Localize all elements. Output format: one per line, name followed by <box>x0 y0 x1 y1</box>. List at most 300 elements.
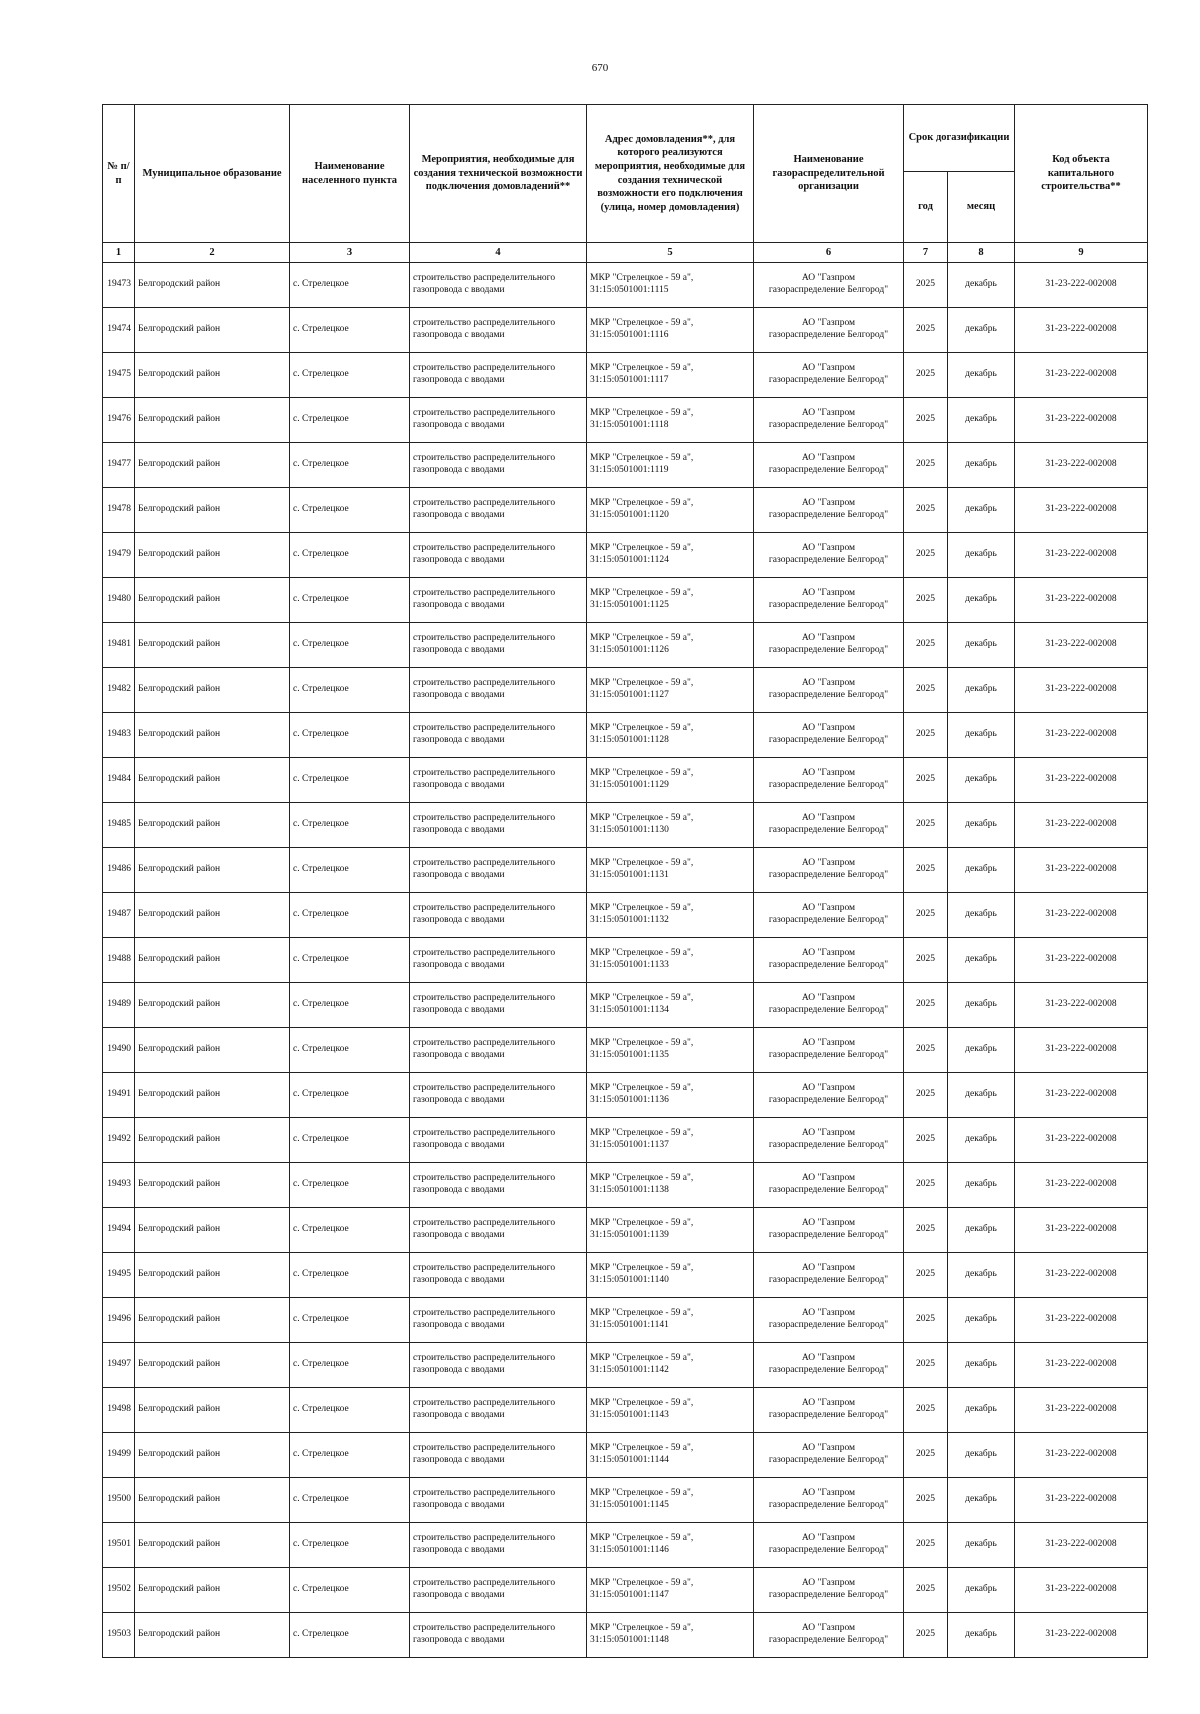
object-code-cell: 31-23-222-002008 <box>1015 848 1148 893</box>
table-row <box>103 1073 1148 1118</box>
object-code-cell: 31-23-222-002008 <box>1015 578 1148 623</box>
column-number: 2 <box>135 243 290 263</box>
address-line: МКР "Стрелецкое - 59 а", <box>590 633 694 644</box>
organization-line: газораспределение Белгород" <box>768 735 889 745</box>
table-row <box>103 1028 1148 1073</box>
settlement-cell: с. Стрелецкое <box>290 1433 410 1478</box>
settlement-cell: с. Стрелецкое <box>290 623 410 668</box>
cadastral-number: 31:15:0501001:1117 <box>590 375 669 385</box>
organization-line: АО "Газпром <box>801 633 856 644</box>
object-code-cell: 31-23-222-002008 <box>1015 1028 1148 1073</box>
settlement-cell: с. Стрелецкое <box>290 1568 410 1613</box>
organization-line: газораспределение Белгород" <box>768 1365 889 1375</box>
address-cell <box>587 893 754 938</box>
object-code-cell: 31-23-222-002008 <box>1015 1613 1148 1658</box>
row-number: 19474 <box>103 308 135 353</box>
organization-line: АО "Газпром <box>801 363 856 374</box>
month-cell: декабрь <box>948 713 1015 758</box>
cadastral-number: 31:15:0501001:1132 <box>590 915 669 925</box>
organization-line: АО "Газпром <box>801 318 856 329</box>
address-cell <box>587 938 754 983</box>
row-number: 19494 <box>103 1208 135 1253</box>
municipality-cell: Белгородский район <box>135 353 290 398</box>
year-cell: 2025 <box>904 803 948 848</box>
organization-line: газораспределение Белгород" <box>768 375 889 385</box>
address-line: МКР "Стрелецкое - 59 а", <box>590 1218 694 1229</box>
municipality-cell: Белгородский район <box>135 578 290 623</box>
month-cell: декабрь <box>948 1073 1015 1118</box>
municipality-cell: Белгородский район <box>135 1388 290 1433</box>
settlement-cell: с. Стрелецкое <box>290 803 410 848</box>
object-code-cell: 31-23-222-002008 <box>1015 1118 1148 1163</box>
object-code-cell: 31-23-222-002008 <box>1015 488 1148 533</box>
year-cell: 2025 <box>904 353 948 398</box>
table-row <box>103 848 1148 893</box>
cadastral-number: 31:15:0501001:1128 <box>590 735 669 745</box>
header-settlement: Наименование населенного пункта <box>290 105 410 243</box>
year-cell: 2025 <box>904 1028 948 1073</box>
object-code-cell: 31-23-222-002008 <box>1015 1343 1148 1388</box>
cadastral-number: 31:15:0501001:1131 <box>590 870 669 880</box>
activity-cell: строительство распределительного газопровода с вводами <box>410 263 587 308</box>
cadastral-number: 31:15:0501001:1137 <box>590 1140 669 1150</box>
settlement-cell: с. Стрелецкое <box>290 1343 410 1388</box>
activity-cell: строительство распределительного газопровода с вводами <box>410 488 587 533</box>
cadastral-number: 31:15:0501001:1144 <box>590 1455 669 1465</box>
activity-cell: строительство распределительного газопровода с вводами <box>410 398 587 443</box>
object-code-cell: 31-23-222-002008 <box>1015 938 1148 983</box>
row-number: 19497 <box>103 1343 135 1388</box>
address-line: МКР "Стрелецкое - 59 а", <box>590 1623 694 1634</box>
table-row <box>103 1523 1148 1568</box>
organization-line: газораспределение Белгород" <box>768 330 889 340</box>
object-code-cell: 31-23-222-002008 <box>1015 1478 1148 1523</box>
address-line: МКР "Стрелецкое - 59 а", <box>590 1533 694 1544</box>
municipality-cell: Белгородский район <box>135 1433 290 1478</box>
organization-line: АО "Газпром <box>801 1173 856 1184</box>
organization-line: АО "Газпром <box>801 273 856 284</box>
table-row <box>103 1163 1148 1208</box>
activity-cell: строительство распределительного газопровода с вводами <box>410 1478 587 1523</box>
cadastral-number: 31:15:0501001:1145 <box>590 1500 669 1510</box>
address-cell <box>587 578 754 623</box>
address-line: МКР "Стрелецкое - 59 а", <box>590 453 694 464</box>
address-cell <box>587 623 754 668</box>
activity-cell: строительство распределительного газопровода с вводами <box>410 848 587 893</box>
address-line: МКР "Стрелецкое - 59 а", <box>590 1398 694 1409</box>
organization-line: АО "Газпром <box>801 948 856 959</box>
settlement-cell: с. Стрелецкое <box>290 1388 410 1433</box>
table-row <box>103 488 1148 533</box>
organization-line: АО "Газпром <box>801 858 856 869</box>
municipality-cell: Белгородский район <box>135 1073 290 1118</box>
organization-cell <box>754 263 904 308</box>
address-line: МКР "Стрелецкое - 59 а", <box>590 1263 694 1274</box>
address-line: МКР "Стрелецкое - 59 а", <box>590 1353 694 1364</box>
municipality-cell: Белгородский район <box>135 893 290 938</box>
activity-cell: строительство распределительного газопровода с вводами <box>410 1298 587 1343</box>
organization-line: газораспределение Белгород" <box>768 825 889 835</box>
organization-line: газораспределение Белгород" <box>768 510 889 520</box>
organization-line: АО "Газпром <box>801 1083 856 1094</box>
cadastral-number: 31:15:0501001:1116 <box>590 330 669 340</box>
activity-cell: строительство распределительного газопровода с вводами <box>410 623 587 668</box>
settlement-cell: с. Стрелецкое <box>290 983 410 1028</box>
settlement-cell: с. Стрелецкое <box>290 1253 410 1298</box>
address-cell <box>587 1118 754 1163</box>
address-line: МКР "Стрелецкое - 59 а", <box>590 1038 694 1049</box>
organization-line: газораспределение Белгород" <box>768 960 889 970</box>
cadastral-number: 31:15:0501001:1135 <box>590 1050 669 1060</box>
organization-cell <box>754 398 904 443</box>
table-row <box>103 1253 1148 1298</box>
page-number: 670 <box>591 62 609 74</box>
table-row <box>103 713 1148 758</box>
month-cell: декабрь <box>948 893 1015 938</box>
object-code-cell: 31-23-222-002008 <box>1015 1208 1148 1253</box>
organization-cell <box>754 533 904 578</box>
month-cell: декабрь <box>948 1028 1015 1073</box>
object-code-cell: 31-23-222-002008 <box>1015 1073 1148 1118</box>
activity-cell: строительство распределительного газопровода с вводами <box>410 1433 587 1478</box>
activity-cell: строительство распределительного газопровода с вводами <box>410 443 587 488</box>
organization-cell <box>754 1028 904 1073</box>
organization-line: АО "Газпром <box>801 903 856 914</box>
row-number: 19499 <box>103 1433 135 1478</box>
organization-line: газораспределение Белгород" <box>768 1185 889 1195</box>
activity-cell: строительство распределительного газопровода с вводами <box>410 1253 587 1298</box>
organization-line: газораспределение Белгород" <box>768 285 889 295</box>
address-line: МКР "Стрелецкое - 59 а", <box>590 318 694 329</box>
activity-cell: строительство распределительного газопровода с вводами <box>410 1388 587 1433</box>
address-cell <box>587 848 754 893</box>
row-number: 19480 <box>103 578 135 623</box>
object-code-cell: 31-23-222-002008 <box>1015 1298 1148 1343</box>
address-line: МКР "Стрелецкое - 59 а", <box>590 858 694 869</box>
organization-cell <box>754 1118 904 1163</box>
municipality-cell: Белгородский район <box>135 1568 290 1613</box>
year-cell: 2025 <box>904 848 948 893</box>
row-number: 19479 <box>103 533 135 578</box>
column-number: 7 <box>904 243 948 263</box>
table-row <box>103 1613 1148 1658</box>
settlement-cell: с. Стрелецкое <box>290 848 410 893</box>
settlement-cell: с. Стрелецкое <box>290 1478 410 1523</box>
organization-cell <box>754 1163 904 1208</box>
column-number: 8 <box>948 243 1015 263</box>
organization-line: АО "Газпром <box>801 1128 856 1139</box>
row-number: 19478 <box>103 488 135 533</box>
row-number: 19475 <box>103 353 135 398</box>
settlement-cell: с. Стрелецкое <box>290 263 410 308</box>
header-month: месяц <box>948 172 1015 243</box>
row-number: 19473 <box>103 263 135 308</box>
organization-cell <box>754 1568 904 1613</box>
settlement-cell: с. Стрелецкое <box>290 758 410 803</box>
organization-cell <box>754 893 904 938</box>
cadastral-number: 31:15:0501001:1129 <box>590 780 669 790</box>
cadastral-number: 31:15:0501001:1124 <box>590 555 669 565</box>
activity-cell: строительство распределительного газопровода с вводами <box>410 938 587 983</box>
settlement-cell: с. Стрелецкое <box>290 1613 410 1658</box>
row-number: 19491 <box>103 1073 135 1118</box>
activity-cell: строительство распределительного газопровода с вводами <box>410 893 587 938</box>
organization-line: газораспределение Белгород" <box>768 645 889 655</box>
address-cell <box>587 1073 754 1118</box>
address-cell <box>587 1253 754 1298</box>
row-number: 19498 <box>103 1388 135 1433</box>
address-cell <box>587 668 754 713</box>
organization-cell <box>754 1388 904 1433</box>
organization-line: газораспределение Белгород" <box>768 1545 889 1555</box>
municipality-cell: Белгородский район <box>135 1253 290 1298</box>
address-cell <box>587 398 754 443</box>
activity-cell: строительство распределительного газопровода с вводами <box>410 1118 587 1163</box>
row-number: 19486 <box>103 848 135 893</box>
cadastral-number: 31:15:0501001:1140 <box>590 1275 669 1285</box>
address-cell <box>587 308 754 353</box>
month-cell: декабрь <box>948 803 1015 848</box>
year-cell: 2025 <box>904 1163 948 1208</box>
column-number: 3 <box>290 243 410 263</box>
settlement-cell: с. Стрелецкое <box>290 308 410 353</box>
header-activities: Мероприятия, необходимые для создания технической возможности подключения домовладений** <box>410 105 587 243</box>
organization-line: АО "Газпром <box>801 1353 856 1364</box>
municipality-cell: Белгородский район <box>135 1118 290 1163</box>
object-code-cell: 31-23-222-002008 <box>1015 353 1148 398</box>
organization-cell <box>754 1253 904 1298</box>
year-cell: 2025 <box>904 1433 948 1478</box>
table-row <box>103 623 1148 668</box>
activity-cell: строительство распределительного газопровода с вводами <box>410 353 587 398</box>
settlement-cell: с. Стрелецкое <box>290 533 410 578</box>
object-code-cell: 31-23-222-002008 <box>1015 443 1148 488</box>
address-line: МКР "Стрелецкое - 59 а", <box>590 273 694 284</box>
organization-line: газораспределение Белгород" <box>768 1590 889 1600</box>
organization-cell <box>754 353 904 398</box>
month-cell: декабрь <box>948 1388 1015 1433</box>
organization-line: АО "Газпром <box>801 1398 856 1409</box>
row-number: 19501 <box>103 1523 135 1568</box>
object-code-cell: 31-23-222-002008 <box>1015 1568 1148 1613</box>
organization-cell <box>754 578 904 623</box>
organization-line: АО "Газпром <box>801 1623 856 1634</box>
row-number: 19487 <box>103 893 135 938</box>
row-number: 19496 <box>103 1298 135 1343</box>
object-code-cell: 31-23-222-002008 <box>1015 533 1148 578</box>
organization-line: газораспределение Белгород" <box>768 1500 889 1510</box>
month-cell: декабрь <box>948 1253 1015 1298</box>
row-number: 19489 <box>103 983 135 1028</box>
cadastral-number: 31:15:0501001:1134 <box>590 1005 669 1015</box>
organization-cell <box>754 1478 904 1523</box>
address-cell <box>587 1523 754 1568</box>
organization-line: АО "Газпром <box>801 1488 856 1499</box>
organization-cell <box>754 443 904 488</box>
organization-cell <box>754 983 904 1028</box>
cadastral-number: 31:15:0501001:1125 <box>590 600 669 610</box>
address-line: МКР "Стрелецкое - 59 а", <box>590 768 694 779</box>
year-cell: 2025 <box>904 263 948 308</box>
cadastral-number: 31:15:0501001:1120 <box>590 510 669 520</box>
activity-cell: строительство распределительного газопровода с вводами <box>410 803 587 848</box>
address-cell <box>587 803 754 848</box>
municipality-cell: Белгородский район <box>135 263 290 308</box>
activity-cell: строительство распределительного газопровода с вводами <box>410 1343 587 1388</box>
object-code-cell: 31-23-222-002008 <box>1015 983 1148 1028</box>
year-cell: 2025 <box>904 758 948 803</box>
cadastral-number: 31:15:0501001:1133 <box>590 960 669 970</box>
organization-line: газораспределение Белгород" <box>768 555 889 565</box>
address-line: МКР "Стрелецкое - 59 а", <box>590 1173 694 1184</box>
month-cell: декабрь <box>948 398 1015 443</box>
table-row <box>103 578 1148 623</box>
organization-line: газораспределение Белгород" <box>768 1635 889 1645</box>
organization-line: АО "Газпром <box>801 768 856 779</box>
organization-line: АО "Газпром <box>801 1443 856 1454</box>
settlement-cell: с. Стрелецкое <box>290 1163 410 1208</box>
header-year: год <box>904 172 948 243</box>
address-line: МКР "Стрелецкое - 59 а", <box>590 903 694 914</box>
municipality-cell: Белгородский район <box>135 308 290 353</box>
cadastral-number: 31:15:0501001:1136 <box>590 1095 669 1105</box>
month-cell: декабрь <box>948 353 1015 398</box>
object-code-cell: 31-23-222-002008 <box>1015 1163 1148 1208</box>
address-cell <box>587 1433 754 1478</box>
month-cell: декабрь <box>948 668 1015 713</box>
activity-cell: строительство распределительного газопровода с вводами <box>410 533 587 578</box>
object-code-cell: 31-23-222-002008 <box>1015 893 1148 938</box>
municipality-cell: Белгородский район <box>135 1208 290 1253</box>
table-row <box>103 533 1148 578</box>
year-cell: 2025 <box>904 398 948 443</box>
organization-cell <box>754 1208 904 1253</box>
year-cell: 2025 <box>904 983 948 1028</box>
table-row <box>103 1208 1148 1253</box>
settlement-cell: с. Стрелецкое <box>290 1073 410 1118</box>
year-cell: 2025 <box>904 1208 948 1253</box>
address-cell <box>587 1613 754 1658</box>
address-cell <box>587 353 754 398</box>
month-cell: декабрь <box>948 1523 1015 1568</box>
municipality-cell: Белгородский район <box>135 1163 290 1208</box>
organization-line: газораспределение Белгород" <box>768 600 889 610</box>
activity-cell: строительство распределительного газопровода с вводами <box>410 308 587 353</box>
year-cell: 2025 <box>904 623 948 668</box>
column-number: 4 <box>410 243 587 263</box>
year-cell: 2025 <box>904 443 948 488</box>
header-term: Срок догазификации <box>904 105 1015 172</box>
settlement-cell: с. Стрелецкое <box>290 1028 410 1073</box>
municipality-cell: Белгородский район <box>135 668 290 713</box>
municipality-cell: Белгородский район <box>135 1478 290 1523</box>
organization-line: АО "Газпром <box>801 1533 856 1544</box>
cadastral-number: 31:15:0501001:1143 <box>590 1410 669 1420</box>
address-cell <box>587 1163 754 1208</box>
settlement-cell: с. Стрелецкое <box>290 443 410 488</box>
row-number: 19482 <box>103 668 135 713</box>
organization-line: газораспределение Белгород" <box>768 1320 889 1330</box>
address-cell <box>587 1298 754 1343</box>
table-row <box>103 893 1148 938</box>
organization-line: АО "Газпром <box>801 1263 856 1274</box>
row-number: 19484 <box>103 758 135 803</box>
municipality-cell: Белгородский район <box>135 758 290 803</box>
object-code-cell: 31-23-222-002008 <box>1015 263 1148 308</box>
table-row <box>103 1568 1148 1613</box>
address-line: МКР "Стрелецкое - 59 а", <box>590 678 694 689</box>
header-code: Код объекта капитального строительства** <box>1015 105 1148 243</box>
organization-cell <box>754 1073 904 1118</box>
table-row <box>103 398 1148 443</box>
address-cell <box>587 1208 754 1253</box>
address-line: МКР "Стрелецкое - 59 а", <box>590 1083 694 1094</box>
organization-cell <box>754 488 904 533</box>
organization-line: газораспределение Белгород" <box>768 1410 889 1420</box>
table-body <box>103 263 1148 1658</box>
organization-cell <box>754 1613 904 1658</box>
address-line: МКР "Стрелецкое - 59 а", <box>590 408 694 419</box>
organization-cell <box>754 758 904 803</box>
month-cell: декабрь <box>948 623 1015 668</box>
month-cell: декабрь <box>948 1118 1015 1163</box>
object-code-cell: 31-23-222-002008 <box>1015 758 1148 803</box>
table-row <box>103 1433 1148 1478</box>
address-line: МКР "Стрелецкое - 59 а", <box>590 723 694 734</box>
year-cell: 2025 <box>904 1073 948 1118</box>
year-cell: 2025 <box>904 578 948 623</box>
row-number: 19488 <box>103 938 135 983</box>
header-organization: Наименование газораспределительной организации <box>754 105 904 243</box>
organization-cell <box>754 1433 904 1478</box>
address-line: МКР "Стрелецкое - 59 а", <box>590 813 694 824</box>
year-cell: 2025 <box>904 1478 948 1523</box>
municipality-cell: Белгородский район <box>135 1613 290 1658</box>
table-row <box>103 1478 1148 1523</box>
month-cell: декабрь <box>948 263 1015 308</box>
address-cell <box>587 533 754 578</box>
municipality-cell: Белгородский район <box>135 623 290 668</box>
column-number: 9 <box>1015 243 1148 263</box>
object-code-cell: 31-23-222-002008 <box>1015 803 1148 848</box>
activity-cell: строительство распределительного газопровода с вводами <box>410 1163 587 1208</box>
organization-cell <box>754 668 904 713</box>
year-cell: 2025 <box>904 488 948 533</box>
address-cell <box>587 488 754 533</box>
address-line: МКР "Стрелецкое - 59 а", <box>590 1128 694 1139</box>
row-number: 19477 <box>103 443 135 488</box>
settlement-cell: с. Стрелецкое <box>290 668 410 713</box>
municipality-cell: Белгородский район <box>135 443 290 488</box>
table-row <box>103 1118 1148 1163</box>
cadastral-number: 31:15:0501001:1147 <box>590 1590 669 1600</box>
address-line: МКР "Стрелецкое - 59 а", <box>590 543 694 554</box>
object-code-cell: 31-23-222-002008 <box>1015 1433 1148 1478</box>
table-row <box>103 803 1148 848</box>
address-line: МКР "Стрелецкое - 59 а", <box>590 1308 694 1319</box>
address-cell <box>587 713 754 758</box>
address-cell <box>587 758 754 803</box>
column-number-row <box>103 243 1148 263</box>
municipality-cell: Белгородский район <box>135 983 290 1028</box>
settlement-cell: с. Стрелецкое <box>290 1118 410 1163</box>
address-cell <box>587 443 754 488</box>
column-number: 5 <box>587 243 754 263</box>
month-cell: декабрь <box>948 1433 1015 1478</box>
object-code-cell: 31-23-222-002008 <box>1015 398 1148 443</box>
table-row <box>103 758 1148 803</box>
row-number: 19483 <box>103 713 135 758</box>
